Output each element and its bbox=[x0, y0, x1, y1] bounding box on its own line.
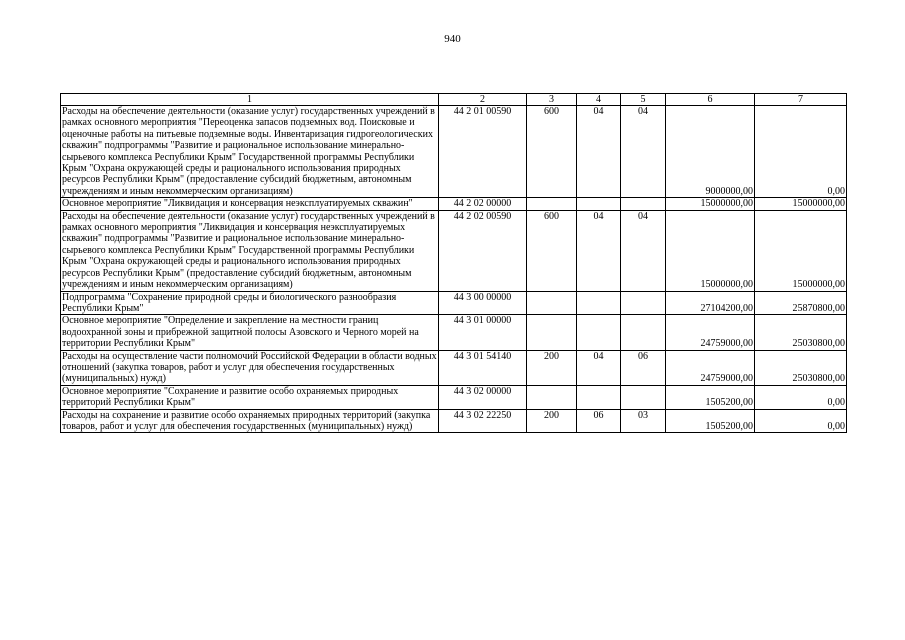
row-col5 bbox=[621, 291, 666, 315]
header-cell: 5 bbox=[621, 94, 666, 106]
row-col6: 1505200,00 bbox=[666, 409, 755, 433]
row-col7: 25030800,00 bbox=[755, 350, 847, 385]
row-col7: 0,00 bbox=[755, 106, 847, 198]
table-row bbox=[61, 350, 847, 385]
header-cell: 7 bbox=[755, 94, 847, 106]
row-col6: 15000000,00 bbox=[666, 198, 755, 210]
row-col5 bbox=[621, 198, 666, 210]
row-col5: 06 bbox=[621, 350, 666, 385]
row-col3: 200 bbox=[527, 350, 577, 385]
row-name: Расходы на обеспечение деятельности (оказание услуг) государственных учреждений в рамках основного мероприятия "Переоценка запасов подземных вод. Поисковые и оценочные работы на питьевые подземные воды. Инвентаризация гидрогеологических скважин" подпрограммы "Развитие и рациональное использование минерально-сырьевого комплекса Республики Крым" Государственной программы Республики Крым "Охрана окружающей среды и рационального использования природных ресурсов Республики Крым" (предоставление субсидий бюджетным, автономным учреждениям и иным некоммерческим организациям) bbox=[61, 106, 439, 198]
row-name: Расходы на обеспечение деятельности (оказание услуг) государственных учреждений в рамках основного мероприятия "Ликвидация и консервация неэксплуатируемых скважин" подпрограммы "Развитие и рациональное использование минерально-сырьевого комплекса Республики Крым" Государственной программы Республики Крым "Охрана окружающей среды и рационального использования природных ресурсов Республики Крым" (предоставление субсидий бюджетным, автономным учреждениям и иным некоммерческим организациям) bbox=[61, 210, 439, 291]
header-row bbox=[61, 94, 847, 106]
table-row bbox=[61, 385, 847, 409]
header-cell: 3 bbox=[527, 94, 577, 106]
budget-table bbox=[60, 93, 847, 433]
row-code: 44 3 02 22250 bbox=[439, 409, 527, 433]
row-col4: 04 bbox=[577, 210, 621, 291]
header-cell: 4 bbox=[577, 94, 621, 106]
row-col4 bbox=[577, 291, 621, 315]
table-row bbox=[61, 291, 847, 315]
table-row bbox=[61, 198, 847, 210]
row-col3 bbox=[527, 315, 577, 350]
row-col4: 04 bbox=[577, 106, 621, 198]
row-col3: 600 bbox=[527, 106, 577, 198]
table-row bbox=[61, 315, 847, 350]
row-name: Основное мероприятие "Определение и закрепление на местности границ водоохранной зоны и прибрежной защитной полосы Азовского и Черного морей на территории Республики Крым" bbox=[61, 315, 439, 350]
row-col7: 0,00 bbox=[755, 409, 847, 433]
row-code: 44 3 00 00000 bbox=[439, 291, 527, 315]
row-col3 bbox=[527, 198, 577, 210]
row-col7: 25870800,00 bbox=[755, 291, 847, 315]
row-name: Основное мероприятие "Сохранение и развитие особо охраняемых природных территорий Республики Крым" bbox=[61, 385, 439, 409]
page-number: 940 bbox=[444, 33, 461, 45]
table-row bbox=[61, 106, 847, 198]
row-col7: 25030800,00 bbox=[755, 315, 847, 350]
row-col5 bbox=[621, 385, 666, 409]
row-col6: 24759000,00 bbox=[666, 315, 755, 350]
row-col4: 06 bbox=[577, 409, 621, 433]
header-cell: 2 bbox=[439, 94, 527, 106]
row-col5: 04 bbox=[621, 106, 666, 198]
row-name: Расходы на осуществление части полномочий Российской Федерации в области водных отношений (закупка товаров, работ и услуг для обеспечения государственных (муниципальных) нужд) bbox=[62, 350, 437, 385]
row-col7: 15000000,00 bbox=[755, 198, 847, 210]
row-col7: 0,00 bbox=[755, 385, 847, 409]
row-col6: 24759000,00 bbox=[666, 350, 755, 385]
row-col3: 600 bbox=[527, 210, 577, 291]
row-col3 bbox=[527, 385, 577, 409]
row-col5: 04 bbox=[621, 210, 666, 291]
row-col6: 1505200,00 bbox=[666, 385, 755, 409]
row-col4 bbox=[577, 385, 621, 409]
row-col5: 03 bbox=[621, 409, 666, 433]
row-name: Подпрограмма "Сохранение природной среды и биологического разнообразия Республики Крым" bbox=[61, 291, 439, 315]
row-code: 44 3 02 00000 bbox=[439, 385, 527, 409]
header-cell: 6 bbox=[666, 94, 755, 106]
row-code: 44 2 02 00590 bbox=[439, 210, 527, 291]
row-code: 44 2 01 00590 bbox=[439, 106, 527, 198]
row-col3 bbox=[527, 291, 577, 315]
row-code: 44 3 01 54140 bbox=[439, 350, 527, 385]
row-code: 44 2 02 00000 bbox=[439, 198, 527, 210]
row-col4 bbox=[577, 198, 621, 210]
header-cell: 1 bbox=[61, 94, 439, 106]
row-col7: 15000000,00 bbox=[755, 210, 847, 291]
row-name: Расходы на сохранение и развитие особо охраняемых природных территорий (закупка товаров, работ и услуг для обеспечения государственных (муниципальных) нужд) bbox=[61, 409, 439, 433]
row-col4 bbox=[577, 315, 621, 350]
table-row bbox=[61, 409, 847, 433]
row-col6: 15000000,00 bbox=[666, 210, 755, 291]
row-col3: 200 bbox=[527, 409, 577, 433]
row-col6: 27104200,00 bbox=[666, 291, 755, 315]
row-col6: 9000000,00 bbox=[666, 106, 755, 198]
row-name: Основное мероприятие "Ликвидация и консервация неэксплуатируемых скважин" bbox=[61, 198, 439, 210]
row-col5 bbox=[621, 315, 666, 350]
row-code: 44 3 01 00000 bbox=[439, 315, 527, 350]
table-row bbox=[61, 210, 847, 291]
row-col4: 04 bbox=[577, 350, 621, 385]
